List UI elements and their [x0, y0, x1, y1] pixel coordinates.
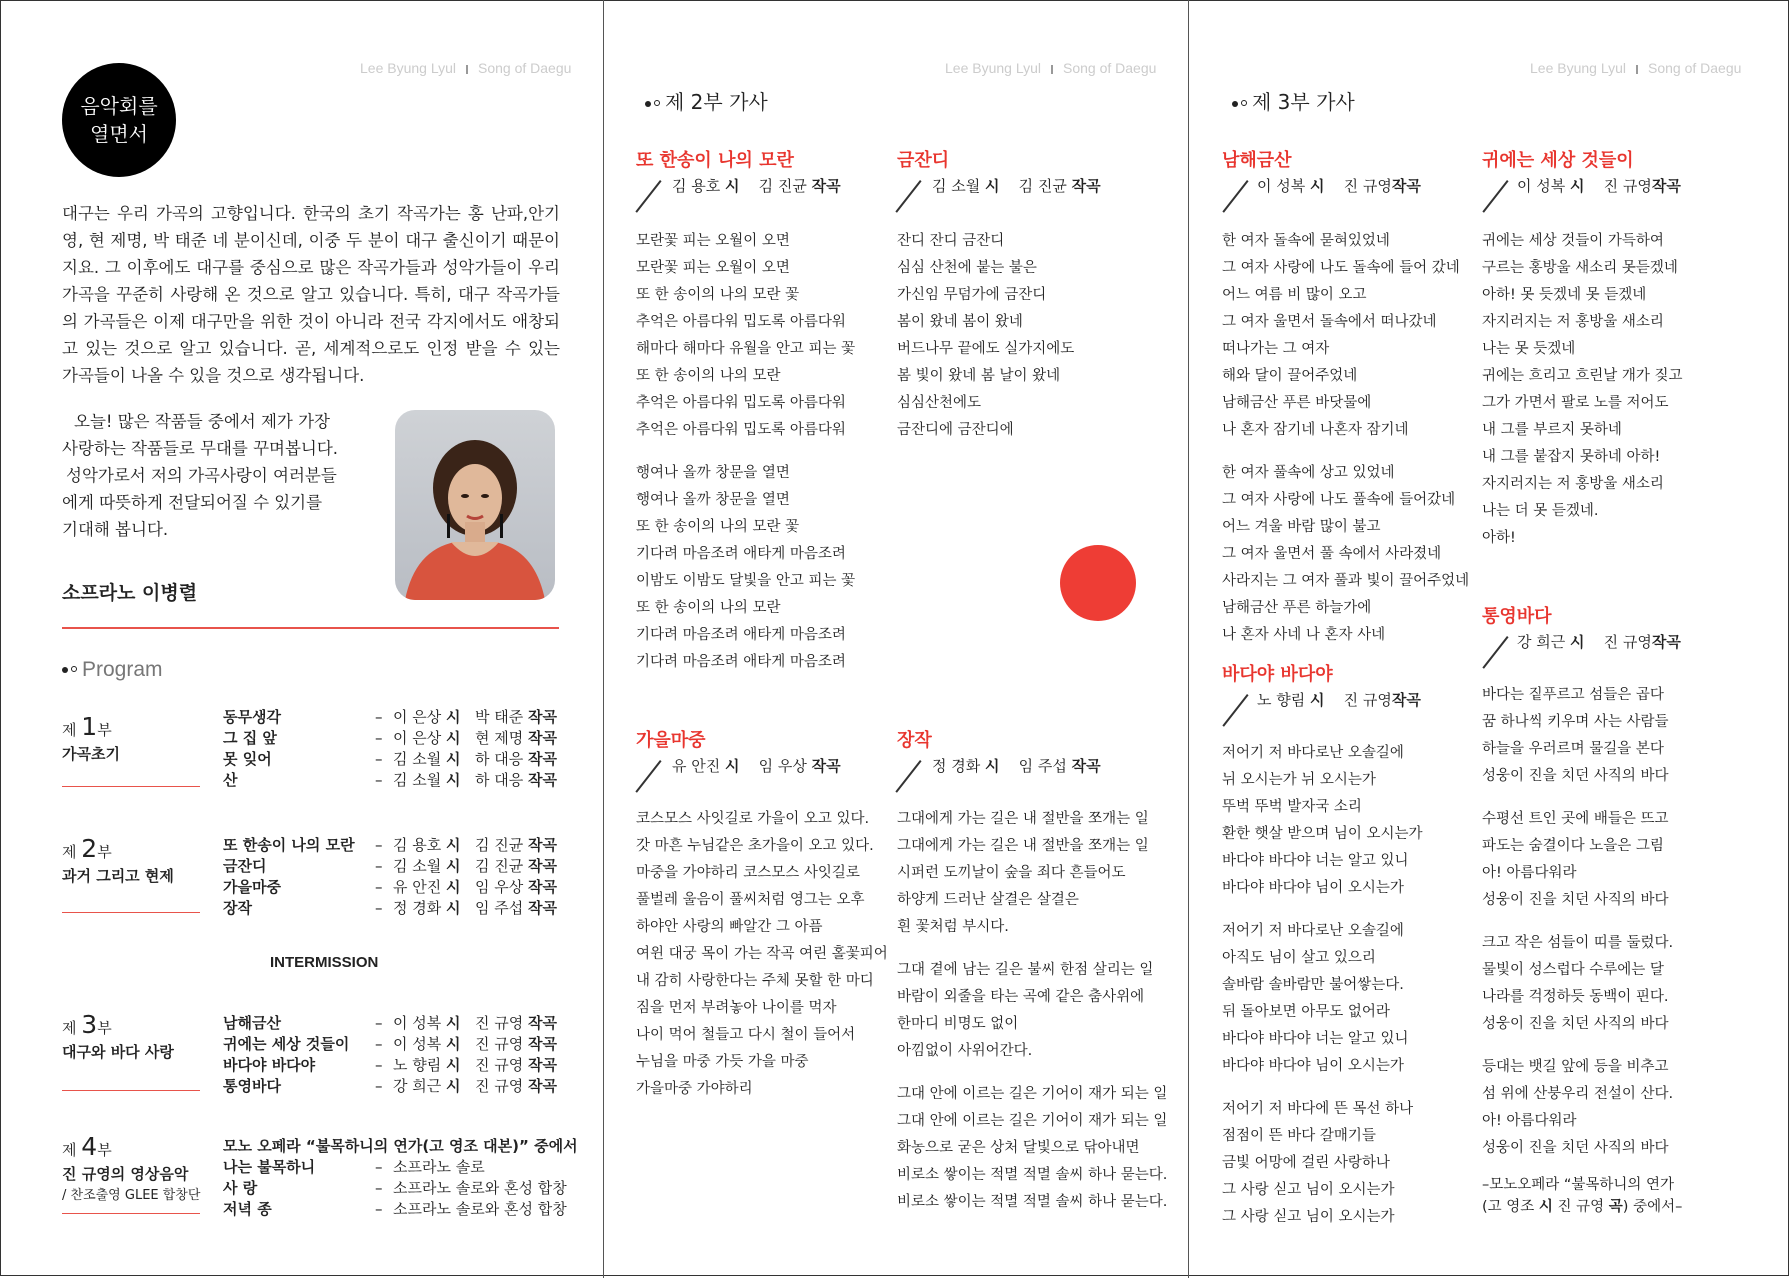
lyric-line: 사라지는 그 여자 풀과 빛이 끌어주었네 — [1222, 573, 1470, 589]
red-circle-decoration — [1060, 545, 1136, 621]
lyric-line: 성웅이 진을 치던 사직의 바다 — [1482, 768, 1669, 784]
song-credits: 노 향림 시 진 규영작곡 — [1257, 691, 1421, 709]
lyric-line: 하늘을 우러르며 물길을 본다 — [1482, 741, 1664, 757]
lyric-line: 심심 산천에 붙는 불은 — [897, 260, 1037, 276]
lyric-stanza — [897, 1081, 1167, 1216]
bullet-dots-icon — [645, 98, 665, 110]
lyric-line: 이밤도 이밤도 달빛을 안고 피는 꽃 — [636, 573, 856, 589]
lyric-line: 섬 위에 산붕우리 전설이 산다. — [1482, 1086, 1674, 1102]
lyric-line: 자지러지는 저 홍방울 새소리 — [1482, 314, 1664, 330]
song-title: 장작 — [897, 730, 932, 751]
lyric-line: 시퍼런 도끼날이 숲을 죄다 흔들어도 — [897, 865, 1126, 881]
bullet-dots-icon — [62, 664, 82, 676]
program-part-2-label: 제 2부 과거 그리고 현제 — [62, 834, 174, 885]
lyric-stanza — [897, 957, 1167, 1065]
lyric-line: 풀벌레 울음이 풀씨처럼 영그는 오후 — [636, 892, 865, 908]
part-4-heading: 모노 오페라 “불목하니의 연가(고 영조 대본)” 중에서 — [223, 1137, 578, 1155]
lyric-line: 바다야 바다야 님이 오시는가 — [1222, 880, 1404, 896]
lyric-stanza — [1222, 460, 1469, 649]
lyric-stanza — [1222, 1096, 1423, 1231]
part-2-underline — [62, 912, 200, 913]
lyric-line: 모란꽃 피는 오월이 오면 — [636, 233, 790, 249]
lyric-line: 자지러지는 저 홍방울 새소리 — [1482, 476, 1664, 492]
lyric-line: 화농으로 굳은 상처 달빛으로 닦아내면 — [897, 1140, 1140, 1156]
lyric-line: 그대 안에 이르는 길은 기어이 재가 되는 일 — [897, 1113, 1168, 1129]
lyric-line: 추억은 아름다워 밉도록 아름다워 — [636, 422, 846, 438]
lyric-line: 뒤 돌아보면 아무도 없어라 — [1222, 1004, 1390, 1020]
lyric-line: 갓 마흔 누님같은 초가을이 오고 있다. — [636, 838, 874, 854]
lyric-stanza — [1482, 806, 1673, 914]
lyric-line: 그대에게 가는 길은 내 절반을 쪼개는 일 — [897, 811, 1149, 827]
song-lyrics — [636, 806, 888, 1119]
program-part-4-label: 제 4부 진 규영의 영상음악 / 찬조출영 GLEE 합창단 — [62, 1132, 201, 1203]
lyric-line: 흰 꽃처럼 부시다. — [897, 919, 1009, 935]
lyric-stanza — [897, 228, 1074, 444]
lyric-line: 여윈 대궁 목이 가는 작곡 여린 홀꽃피어 — [636, 946, 888, 962]
lyric-line: 해와 달이 끌어주었네 — [1222, 368, 1358, 384]
lyric-line: 봄 빛이 왔네 봄 날이 왔네 — [897, 368, 1061, 384]
song-credits: 이 성복 시 진 규영작곡 — [1257, 177, 1421, 195]
lyric-stanza — [1222, 918, 1423, 1080]
lyric-line: 그대 곁에 남는 길은 불씨 한점 살리는 일 — [897, 962, 1154, 978]
lyric-line: 바람이 외줄을 타는 곡예 같은 춤사위에 — [897, 989, 1145, 1005]
lyric-line: 바다야 바다야 너는 알고 있니 — [1222, 853, 1409, 869]
program-part-3-label: 제 3부 대구와 바다 사랑 — [62, 1010, 174, 1061]
lyric-line: 그 여자 울면서 풀 속에서 사라졌네 — [1222, 546, 1442, 562]
lyric-line: 크고 작은 섬들이 띠를 둘렀다. — [1482, 935, 1674, 951]
song-title: 금잔디 — [897, 150, 950, 171]
lyric-line: 추억은 아름다워 밉도록 아름다워 — [636, 314, 846, 330]
lyric-stanza — [1222, 228, 1469, 444]
song-title: 통영바다 — [1482, 606, 1552, 627]
lyric-line: 뉘 오시는가 뉘 오시는가 — [1222, 772, 1376, 788]
lyric-line: 수평선 트인 곳에 배들은 뜨고 — [1482, 811, 1669, 827]
lyric-line: 저어기 저 바다로난 오솔길에 — [1222, 923, 1404, 939]
lyric-line: 나라를 걱정하듯 동백이 핀다. — [1482, 989, 1669, 1005]
part-2-lyrics-heading: 제 2부 가사 — [645, 86, 768, 115]
intermission-label: INTERMISSION — [270, 954, 379, 971]
lyric-line: 추억은 아름다워 밉도록 아름다워 — [636, 395, 846, 411]
lyric-stanza — [1482, 930, 1673, 1038]
soprano-portrait-photo — [395, 410, 555, 600]
running-header-3: Lee Byung Lyul Song of Daegu — [1530, 60, 1742, 76]
song-title: 또 한송이 나의 모란 — [636, 150, 794, 171]
program-heading: Program — [62, 658, 163, 682]
lyric-line: 기다려 마음조려 애타게 마음조려 — [636, 627, 846, 643]
lyric-line: 그대에게 가는 길은 내 절반을 쪼개는 일 — [897, 838, 1149, 854]
lyric-stanza — [897, 806, 1167, 941]
lyric-line: 행여나 올까 창문을 열면 — [636, 492, 790, 508]
lyric-line: 꿈 하나씩 키우며 사는 사람들 — [1482, 714, 1669, 730]
lyric-line: 하양게 드러난 살결은 살결은 — [897, 892, 1079, 908]
lyric-line: 또 한 송이의 나의 모란 꽃 — [636, 287, 800, 303]
part-4-underline — [62, 1213, 200, 1214]
lyric-stanza — [1482, 1054, 1673, 1162]
lyric-line: 한마디 비명도 없이 — [897, 1016, 1019, 1032]
lyric-line: 나 혼자 잠기네 나혼자 잠기네 — [1222, 422, 1409, 438]
song-credits: 정 경화 시 임 주섭 작곡 — [932, 757, 1101, 775]
lyric-line: 그가 가면서 팔로 노를 저어도 — [1482, 395, 1669, 411]
lyric-line: 구르는 홍방울 새소리 못듣겠네 — [1482, 260, 1678, 276]
lyric-line: 나는 못 듯겠네 — [1482, 341, 1576, 357]
intro-paragraph-2: 오늘! 많은 작품들 중에서 제가 가장 사랑하는 작품들로 무대를 꾸며봅니다. 성악가로서 저의 가곡사랑이 여러분들 에게 따뜻하게 전달되어질 수 있기를 기대해 봅니다. — [62, 412, 339, 539]
signature: 소프라노 이병렬 — [62, 582, 198, 604]
lyric-line: 그 여자 사랑에 나도 풀속에 들어갔네 — [1222, 492, 1456, 508]
lyric-line: 잔디 잔디 금잔디 — [897, 233, 1005, 249]
lyric-line: 비로소 쌓이는 적멸 적멸 솔씨 하나 묻는다. — [897, 1194, 1168, 1210]
column-divider-1 — [603, 0, 604, 1278]
lyric-line: 파도는 숨결이다 노을은 그림 — [1482, 838, 1664, 854]
lyric-line: 등대는 뱃길 앞에 등을 비추고 — [1482, 1059, 1669, 1075]
lyric-line: 내 그를 부르지 못하네 — [1482, 422, 1622, 438]
running-header-1: Lee Byung Lyul Song of Daegu — [360, 60, 572, 76]
lyric-line: 아! 아름다워라 — [1482, 865, 1577, 881]
lyric-line: 하야안 사랑의 빠알간 그 아픔 — [636, 919, 823, 935]
lyric-line: 또 한 송이의 나의 모란 — [636, 600, 781, 616]
lyric-line: 해마다 해마다 유월을 안고 피는 꽃 — [636, 341, 856, 357]
lyric-line: 귀에는 흐리고 흐린날 개가 짖고 — [1482, 368, 1683, 384]
song-credits: 유 안진 시 임 우상 작곡 — [672, 757, 841, 775]
song-title: 남해금산 — [1222, 150, 1292, 171]
lyric-line: 모란꽃 피는 오월이 오면 — [636, 260, 790, 276]
lyric-line: 그 여자 울면서 돌속에서 떠나갔네 — [1222, 314, 1437, 330]
lyric-line: 그 사랑 싣고 님이 오시는가 — [1222, 1209, 1395, 1225]
lyric-line: 기다려 마음조려 애타게 마음조려 — [636, 654, 846, 670]
lyric-line: 나 혼자 사네 나 혼자 사네 — [1222, 627, 1386, 643]
intro-title-badge: 음악회를 열면서 — [62, 63, 176, 177]
lyric-line: 내 그를 붙잡지 못하네 아하! — [1482, 449, 1661, 465]
song-lyrics — [1482, 682, 1673, 1178]
lyric-line: 성웅이 진을 치던 사직의 바다 — [1482, 892, 1669, 908]
lyric-line: 뚜벅 뚜벅 발자국 소리 — [1222, 799, 1362, 815]
lyric-line: 아낌없이 사위어간다. — [897, 1043, 1033, 1059]
lyric-line: 행여나 올까 창문을 열면 — [636, 465, 790, 481]
lyric-line: 아하! 못 듯겠네 못 듣겠네 — [1482, 287, 1647, 303]
lyric-line: 금잔디에 금잔디에 — [897, 422, 1014, 438]
lyric-line: 아하! — [1482, 530, 1516, 546]
lyric-line: 어느 겨울 바람 많이 불고 — [1222, 519, 1381, 535]
lyric-line: 비로소 쌓이는 적멸 적멸 솔씨 하나 묻는다. — [897, 1167, 1168, 1183]
lyric-stanza — [636, 460, 855, 676]
lyric-line: 나는 더 못 듣겠네. — [1482, 503, 1599, 519]
lyric-line: 한 여자 풀속에 상고 있었네 — [1222, 465, 1395, 481]
lyric-line: 바다는 짙푸르고 섬들은 곱다 — [1482, 687, 1664, 703]
lyric-line: 귀에는 세상 것들이 가득하여 — [1482, 233, 1664, 249]
song-source-note: –모노오페라 “불목하니의 연가 (고 영조 시 진 규영 곡) 중에서– — [1482, 1177, 1683, 1215]
lyric-line: 환한 햇살 받으며 님이 오시는가 — [1222, 826, 1423, 842]
lyric-line: 어느 여름 비 많이 오고 — [1222, 287, 1367, 303]
lyric-stanza — [1482, 682, 1673, 790]
lyric-line: 성웅이 진을 치던 사직의 바다 — [1482, 1016, 1669, 1032]
lyric-line: 아! 아름다워라 — [1482, 1113, 1577, 1129]
part-3-underline — [62, 1090, 200, 1091]
lyric-line: 또 한 송이의 나의 모란 꽃 — [636, 519, 800, 535]
lyric-line: 떠나가는 그 여자 — [1222, 341, 1330, 357]
lyric-line: 또 한 송이의 나의 모란 — [636, 368, 781, 384]
lyric-line: 금빛 어망에 걸린 사랑하나 — [1222, 1155, 1390, 1171]
lyric-line: 저어기 저 바다로난 오솔길에 — [1222, 745, 1404, 761]
song-title: 귀에는 세상 것들이 — [1482, 150, 1634, 171]
song-credits: 이 성복 시 진 규영작곡 — [1517, 177, 1681, 195]
lyric-line: 버드나무 끝에도 실가지에도 — [897, 341, 1075, 357]
lyric-line: 짐을 먼저 부려놓아 나이를 먹자 — [636, 1000, 837, 1016]
lyric-line: 그 여자 사랑에 나도 돌속에 들어 갔네 — [1222, 260, 1460, 276]
song-credits: 강 희근 시 진 규영작곡 — [1517, 633, 1681, 651]
lyric-line: 기다려 마음조려 애타게 마음조려 — [636, 546, 846, 562]
song-lyrics — [897, 228, 1074, 460]
song-lyrics — [1222, 228, 1469, 665]
lyric-line: 나이 먹어 철들고 다시 철이 들어서 — [636, 1027, 856, 1043]
lyric-line: 코스모스 사잇길로 가을이 오고 있다. — [636, 811, 870, 827]
part-3-lyrics-heading: 제 3부 가사 — [1232, 86, 1355, 115]
song-lyrics — [1482, 228, 1683, 568]
bullet-dots-icon — [1232, 98, 1252, 110]
song-title: 가을마중 — [636, 730, 706, 751]
lyric-line: 봄이 왔네 봄이 왔네 — [897, 314, 1023, 330]
song-credits: 김 용호 시 김 진균 작곡 — [672, 177, 841, 195]
lyric-line: 누님을 마중 가듯 가을 마중 — [636, 1054, 809, 1070]
part-1-underline — [62, 786, 200, 787]
song-lyrics — [1222, 740, 1423, 1247]
lyric-line: 가신임 무덤가에 금잔디 — [897, 287, 1047, 303]
lyric-line: 아직도 님이 살고 있으리 — [1222, 950, 1376, 966]
lyric-line: 솔바람 솔바람만 불어쌓는다. — [1222, 977, 1404, 993]
lyric-line: 가을마중 가야하리 — [636, 1081, 753, 1097]
song-lyrics — [897, 806, 1167, 1232]
lyric-line: 저어기 저 바다에 뜬 목선 하나 — [1222, 1101, 1414, 1117]
lyric-line: 한 여자 돌속에 묻혀있었네 — [1222, 233, 1390, 249]
column-divider-2 — [1188, 0, 1189, 1278]
lyric-stanza — [1482, 228, 1683, 552]
program-part-1-label: 제 1부 가곡초기 — [62, 712, 120, 763]
lyric-stanza — [636, 228, 855, 444]
lyric-stanza — [1222, 740, 1423, 902]
lyric-line: 성웅이 진을 치던 사직의 바다 — [1482, 1140, 1669, 1156]
lyric-line: 바다야 바다야 님이 오시는가 — [1222, 1058, 1404, 1074]
lyric-line: 남해금산 푸른 하늘가에 — [1222, 600, 1372, 616]
running-header-2: Lee Byung Lyul Song of Daegu — [945, 60, 1157, 76]
lyric-line: 바다야 바다야 너는 알고 있니 — [1222, 1031, 1409, 1047]
lyric-line: 남해금산 푸른 바닷물에 — [1222, 395, 1372, 411]
lyric-line: 그대 안에 이르는 길은 기어이 재가 되는 일 — [897, 1086, 1168, 1102]
lyric-stanza — [636, 806, 888, 1103]
lyric-line: 마중을 가야하리 코스모스 사잇길로 — [636, 865, 860, 881]
lyric-line: 그 사랑 싣고 님이 오시는가 — [1222, 1182, 1395, 1198]
lyric-line: 점점이 뜬 바다 갈매기들 — [1222, 1128, 1376, 1144]
section-divider — [62, 627, 559, 629]
lyric-line: 내 감히 사랑한다는 주체 못할 한 마디 — [636, 973, 874, 989]
song-credits: 김 소월 시 김 진균 작곡 — [932, 177, 1101, 195]
song-lyrics — [636, 228, 855, 692]
intro-paragraph: 대구는 우리 가곡의 고향입니다. 한국의 초기 작곡가는 홍 난파,안기영, 현 제명, 박 태준 네 분이신데, 이중 두 분이 대구 출신이기 때문이지요. 그 이후에도 대구를 중심으로 많은 작곡가들과 성악가들이 우리 가곡을 꾸준히 사랑해 온 것으로 알고 있습니다. 특히, 대구 작곡가들의 가곡들은 이제 대구만을 위한 것이 아니라 전국 각지에서도 애창되고 있는 것으로 알고 있습니다. 곧, 세계적으로도 인정 받을 수 있는 가곡들이 나올 수 있을 것으로 생각됩니다. — [62, 204, 560, 385]
lyric-line: 물빛이 성스럽다 수루에는 달 — [1482, 962, 1664, 978]
lyric-line: 심심산천에도 — [897, 395, 982, 411]
song-title: 바다야 바다야 — [1222, 664, 1333, 685]
